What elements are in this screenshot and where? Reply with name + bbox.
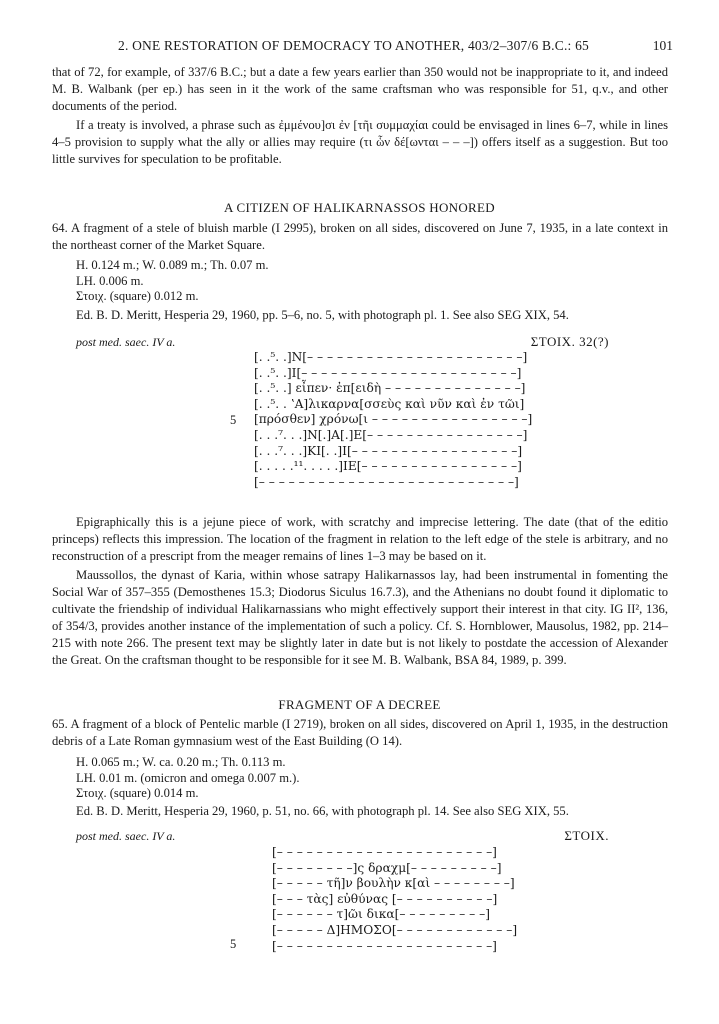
measurement-stoichedon: Στοιχ. (square) 0.014 m. <box>76 786 199 800</box>
text-line: [πρόσθεν] χρόνω[ι – – – – – – – – – – – – – – – –] <box>254 412 533 427</box>
text-line: [. . .⁷. . .]Ν[.]Α[.]Ε[– – – – – – – – – – – – – – – –] <box>254 427 528 442</box>
text-line: [– – – – – – – –]ς δραχμ[– – – – – – – – –] <box>272 860 502 875</box>
entry-64-commentary-2: Maussollos, the dynast of Karia, within whose satrapy Halikarnassos lay, had been instrumental in fomenting the Social War of 357–355 (Demosthenes 15.3; Diodorus Siculus 16.7.3), and the Athenians no doubt found it diplomatic to cultivate the friendship of individual Halikarnassians who might effectively support their interest in that city. IG II², 136, of 354/3, provides another instance of the implementation of such a policy. Cf. S. Hornblower, Mausolus, 1982, pp. 214–215 with note 266. The present text may be slightly later in date but is not likely to postdate the accession of Alexander the Great. On the craftsman thought to be responsible for it see M. B. Walbank, BSA 84, 1989, p. 399. <box>52 568 668 667</box>
intro-paragraph-1: that of 72, for example, of 337/6 B.C.; but a date a few years earlier than 350 would not be inappropriate to it, and indeed M. B. Walbank (per ep.) has seen in it the work of the same craftsman who was responsible for 51, q.v., and other documents of the period. <box>52 65 668 113</box>
entry-65-greek-text <box>272 845 517 954</box>
text-line: [. . .⁷. . .]ΚΙ[. .]Ι[– – – – – – – – – – – – – – – – –] <box>254 443 523 458</box>
entry-64-description: 64. A fragment of a stele of bluish marble (I 2995), broken on all sides, discovered on June 7, 1935, in a late context in the northeast corner of the Market Square. <box>52 221 668 252</box>
entry-64-heading: A CITIZEN OF HALIKARNASSOS HONORED <box>224 200 495 215</box>
text-line: [. .⁵. . ʽΑ]λικαρνα[σσεὺς καὶ νῦν καὶ ἐν τῶι] <box>254 396 525 411</box>
measurement-letter-height: LH. 0.01 m. (omicron and omega 0.007 m.). <box>76 770 300 785</box>
text-line: [. . . . .¹¹. . . . .]ΙΕ[– – – – – – – – – – – – – – – –] <box>254 459 522 474</box>
measurement-stoichedon: Στοιχ. (square) 0.012 m. <box>76 289 199 303</box>
entry-64-edition: Ed. B. D. Meritt, Hesperia 29, 1960, pp. 5–6, no. 5, with photograph pl. 1. See also SEG XIX, 54. <box>76 308 569 322</box>
measurement-letter-height: LH. 0.006 m. <box>76 273 144 288</box>
entry-65-line-number: 5 <box>230 937 237 951</box>
entry-64-greek-text <box>254 350 532 490</box>
text-line: [– – – – – – τ]ῶι δικα[– – – – – – – – –] <box>272 907 490 922</box>
entry-65-date: post med. saec. IV a. <box>76 829 176 843</box>
text-line: [– – – – – τῆ]ν βουλὴν κ[αὶ – – – – – – – –] <box>272 876 515 891</box>
measurement-dimensions: H. 0.124 m.; W. 0.089 m.; Th. 0.07 m. <box>76 258 269 272</box>
text-line: [. .⁵. .]Ν[– – – – – – – – – – – – – – – – – – – – – –] <box>254 350 528 364</box>
text-line: [– – – – – – – – – – – – – – – – – – – – – – – – – –] <box>254 474 519 489</box>
text-line: [– – – – – – – – – – – – – – – – – – – – – –] <box>272 938 497 953</box>
entry-65-edition: Ed. B. D. Meritt, Hesperia 29, 1960, p. 51, no. 66, with photograph pl. 14. See also SEG XIX, 55. <box>76 804 569 818</box>
measurement-dimensions: H. 0.065 m.; W. ca. 0.20 m.; Th. 0.113 m. <box>76 755 286 769</box>
entry-65-description: 65. A fragment of a block of Pentelic marble (I 2719), broken on all sides, discovered on April 1, 1935, in the destruction debris of a Late Roman gymnasium west of the East Building (O 14). <box>52 717 668 748</box>
text-line: [. .⁵. .]Ι[– – – – – – – – – – – – – – – – – – – – – –] <box>254 365 522 380</box>
text-line: [– – – τὰς] εὐθύνας [– – – – – – – – – –] <box>272 891 498 906</box>
entry-64-date: post med. saec. IV a. <box>76 335 176 349</box>
text-line: [– – – – – Δ]ΗΜΟΣΟ[– – – – – – – – – – – –] <box>272 922 518 937</box>
page-number: 101 <box>652 38 673 53</box>
entry-64-commentary-1: Epigraphically this is a jejune piece of work, with scratchy and imprecise lettering. The date (that of the editio princeps) reflects this impression. The location of the fragment in relation to the left edge of the stele is arbitrary, and no reconstruction of a prescript from the meager remains of lines 1–3 may be based on it. <box>52 515 668 563</box>
text-line: [– – – – – – – – – – – – – – – – – – – – – –] <box>272 845 497 859</box>
entry-65-heading: FRAGMENT OF A DECREE <box>278 697 441 712</box>
entry-64-stoichedon: ΣΤΟΙΧ. 32(?) <box>530 334 609 349</box>
entry-65-stoichedon: ΣΤΟΙΧ. <box>564 828 609 843</box>
text-line: [. .⁵. .] εἶπεν· ἐπ[ειδὴ – – – – – – – – – – – – – –] <box>254 381 526 396</box>
entry-65-measurements <box>76 755 300 802</box>
entry-64-measurements <box>76 258 269 305</box>
running-head: 2. ONE RESTORATION OF DEMOCRACY TO ANOTHER, 403/2–307/6 B.C.: 65 <box>118 38 589 53</box>
entry-64-line-number: 5 <box>230 413 237 427</box>
intro-paragraph-2: If a treaty is involved, a phrase such as ἐμμένου]σι ἐν [τῆι συμμαχίαι could be envisaged in lines 6–7, while in lines 4–5 provision to supply what the ally or allies may require (τι ὧν δέ[ωνται – – –]) offers itself as a suggestion. But too little survives for speculation to be profitable. <box>52 118 668 166</box>
